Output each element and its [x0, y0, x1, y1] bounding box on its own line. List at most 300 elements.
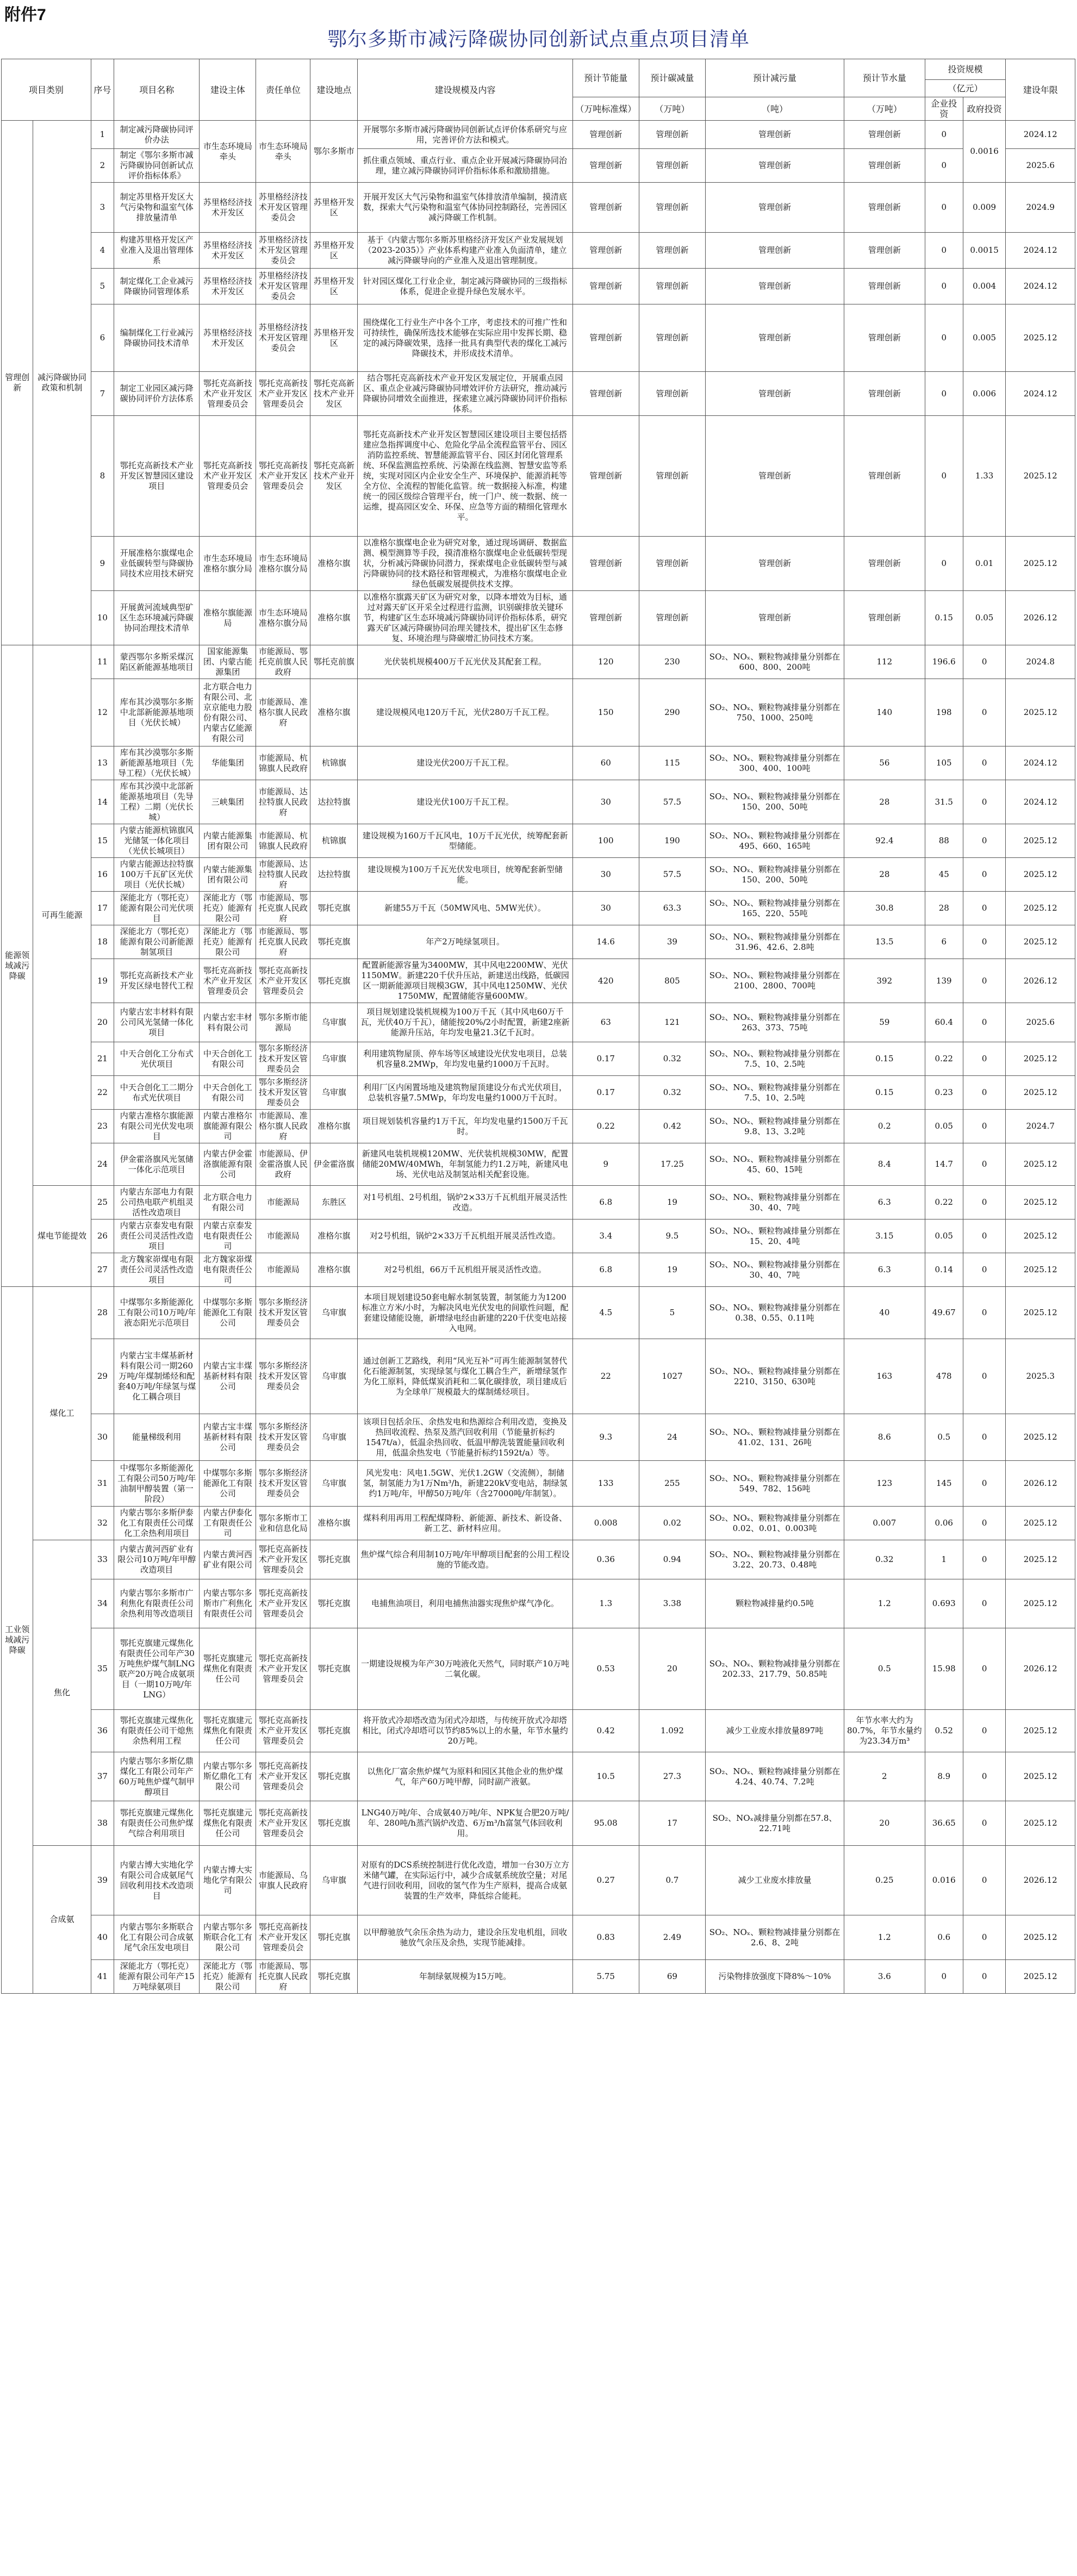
year-cell: 2024.8	[1006, 645, 1075, 679]
carbon-reduction-cell: 63.3	[639, 892, 705, 925]
carbon-reduction-cell: 0.94	[639, 1540, 705, 1579]
content-cell: 年制绿氨规模为15万吨。	[358, 1960, 572, 1994]
energy-saving-cell: 150	[572, 679, 639, 746]
site-cell: 乌审旗	[310, 1003, 358, 1042]
content-cell: 结合鄂托克高新技术产业开发区发展定位，开展重点园区、重点企业减污降碳协同增效评价方法研究，推动减污降碳协同增效全面推进，探索建立减污降碳协同评价指标体系。	[358, 372, 572, 416]
project-name: 制定煤化工企业减污降碳协同管理体系	[114, 269, 200, 304]
year-cell: 2024.12	[1006, 269, 1075, 304]
energy-saving-cell: 30	[572, 892, 639, 925]
content-cell: 煤料利用再用工程配煤降粉、新能源、新技术、新设备、新工艺、新材料应用。	[358, 1507, 572, 1540]
enterprise-invest-cell: 0.05	[925, 1110, 963, 1143]
site-cell: 鄂托克旗	[310, 1960, 358, 1994]
owner-cell: 中天合创化工有限公司	[200, 1042, 256, 1076]
table-row	[2, 1219, 1075, 1253]
carbon-reduction-cell: 9.5	[639, 1219, 705, 1253]
energy-saving-cell: 30	[572, 858, 639, 892]
project-name: 内蒙古鄂尔多斯亿鼎煤化工有限公司年产60万吨焦炉煤气制甲醇项目	[114, 1752, 200, 1801]
content-cell: 年产2万吨绿氢项目。	[358, 925, 572, 959]
row-number: 29	[91, 1339, 114, 1414]
carbon-reduction-cell: 20	[639, 1628, 705, 1710]
energy-saving-cell: 0.53	[572, 1628, 639, 1710]
carbon-reduction-cell: 230	[639, 645, 705, 679]
table-row	[2, 1801, 1075, 1846]
site-cell: 伊金霍洛旗	[310, 1143, 358, 1186]
energy-saving-cell: 63	[572, 1003, 639, 1042]
pollutant-reduction-cell: 管理创新	[706, 233, 844, 269]
responsible-cell: 市能源局、达拉特旗人民政府	[256, 780, 310, 824]
owner-cell: 内蒙古能源集团有限公司	[200, 858, 256, 892]
pollutant-reduction-cell: SO₂、NOₓ、颗粒物减排量分别都在0.02、0.01、0.003吨	[706, 1507, 844, 1540]
year-cell: 2025.12	[1006, 416, 1075, 537]
carbon-reduction-cell: 管理创新	[639, 149, 705, 183]
water-saving-cell: 123	[844, 1461, 925, 1507]
category-main: 能源领域减污降碳	[2, 645, 33, 1287]
gov-invest-cell: 0	[963, 1628, 1006, 1710]
content-cell: 配置新能源容量为3400MW，其中风电2200MW、光伏1150MW。新建220千伏升压站，新建送出线路，低碳园区一期新能源项目规模3GW，其中风电1250MW、光伏1750MW，配置储能容量600MW。	[358, 959, 572, 1003]
row-number: 37	[91, 1752, 114, 1801]
pollutant-reduction-cell: 颗粒物减排量约0.5吨	[706, 1579, 844, 1628]
site-cell: 鄂托克高新技术产业开发区	[310, 372, 358, 416]
site-cell: 准格尔旗	[310, 537, 358, 591]
project-name: 编制煤化工行业减污降碳协同技术清单	[114, 304, 200, 372]
gov-invest-cell: 0	[963, 959, 1006, 1003]
table-row	[2, 780, 1075, 824]
responsible-cell: 鄂托克高新技术产业开发区管理委员会	[256, 372, 310, 416]
project-name: 内蒙古能源杭锦旗风光储氢一体化项目（光伏长城项目）	[114, 824, 200, 858]
year-cell: 2025.12	[1006, 1186, 1075, 1219]
gov-invest-cell: 0.0015	[963, 233, 1006, 269]
carbon-reduction-cell: 管理创新	[639, 269, 705, 304]
gov-invest-cell: 0.009	[963, 183, 1006, 233]
energy-saving-cell: 0.17	[572, 1076, 639, 1110]
site-cell: 乌审旗	[310, 1076, 358, 1110]
header-gov: 政府投资	[963, 97, 1006, 121]
owner-cell: 三峡集团	[200, 780, 256, 824]
owner-cell: 内蒙古鄂尔多斯亿鼎化工有限公司	[200, 1752, 256, 1801]
enterprise-invest-cell: 0	[925, 372, 963, 416]
responsible-cell: 鄂尔多斯经济技术开发区管理委员会	[256, 1042, 310, 1076]
owner-cell: 准格尔旗能源局	[200, 591, 256, 645]
water-saving-cell: 0.2	[844, 1110, 925, 1143]
content-cell: 该项目包括余压、余热发电和热源综合利用改造，变换及热回收流程、热泵及蒸汽回收利用（节能量折标约1547t/a），低温余热回收、低温甲醇洗装置能量回收利用，低温余热发电（节能量折标约1592t/a）等。	[358, 1414, 572, 1461]
page-title: 鄂尔多斯市减污降碳协同创新试点重点项目清单	[327, 28, 750, 51]
row-number: 41	[91, 1960, 114, 1994]
water-saving-cell: 管理创新	[844, 121, 925, 149]
enterprise-invest-cell: 0	[925, 269, 963, 304]
table-row	[2, 372, 1075, 416]
responsible-cell: 市能源局	[256, 1219, 310, 1253]
owner-cell: 苏里格经济技术开发区	[200, 233, 256, 269]
owner-cell: 内蒙古能源集团有限公司	[200, 824, 256, 858]
pollutant-reduction-cell: SO₂、NOₓ、颗粒物减排量分别都在9.8、13、3.2吨	[706, 1110, 844, 1143]
site-cell: 乌审旗	[310, 1846, 358, 1915]
responsible-cell: 鄂尔多斯经济技术开发区管理委员会	[256, 1461, 310, 1507]
carbon-reduction-cell: 39	[639, 925, 705, 959]
carbon-reduction-cell: 17.25	[639, 1143, 705, 1186]
responsible-cell: 鄂托克高新技术产业开发区管理委员会	[256, 1752, 310, 1801]
header-energy: 预计节能量	[572, 59, 639, 97]
energy-saving-cell: 管理创新	[572, 537, 639, 591]
pollutant-reduction-cell: SO₂、NOₓ、颗粒物减排量分别都在41.02、131、26吨	[706, 1414, 844, 1461]
site-cell: 鄂托克前旗	[310, 645, 358, 679]
site-cell: 乌审旗	[310, 1461, 358, 1507]
site-cell: 准格尔旗	[310, 679, 358, 746]
year-cell: 2025.12	[1006, 892, 1075, 925]
responsible-cell: 市能源局、杭锦旗人民政府	[256, 824, 310, 858]
water-saving-cell: 8.4	[844, 1143, 925, 1186]
owner-cell: 苏里格经济技术开发区	[200, 304, 256, 372]
energy-saving-cell: 30	[572, 780, 639, 824]
responsible-cell: 市能源局、达拉特旗人民政府	[256, 858, 310, 892]
enterprise-invest-cell: 0	[925, 149, 963, 183]
table-row	[2, 1915, 1075, 1960]
carbon-reduction-cell: 0.02	[639, 1507, 705, 1540]
year-cell: 2025.3	[1006, 1339, 1075, 1414]
water-saving-cell: 8.6	[844, 1414, 925, 1461]
row-number: 30	[91, 1414, 114, 1461]
category-sub: 可再生能源	[33, 645, 91, 1186]
content-cell: 以准格尔旗露天矿区为研究对象，以降本增效为目标，通过对露天矿区开采全过程进行监测，识别碳排放关键环节，构建矿区生态环境减污降碳协同评价指标体系，研究露天矿区减污降碳协同治理关键技术，提出矿区生态修复、环境治理与降碳增汇协同技术方案。	[358, 591, 572, 645]
water-saving-cell: 0.15	[844, 1042, 925, 1076]
project-name: 深能北方（鄂托克）能源有限公司光伏项目	[114, 892, 200, 925]
site-cell: 鄂托克高新技术产业开发区	[310, 416, 358, 537]
responsible-cell: 苏里格经济技术开发区管理委员会	[256, 233, 310, 269]
water-saving-cell: 40	[844, 1287, 925, 1339]
row-number: 27	[91, 1253, 114, 1287]
water-saving-cell: 管理创新	[844, 416, 925, 537]
row-number: 23	[91, 1110, 114, 1143]
year-cell: 2025.12	[1006, 1540, 1075, 1579]
row-number: 12	[91, 679, 114, 746]
enterprise-invest-cell: 60.4	[925, 1003, 963, 1042]
owner-cell: 北方联合电力有限公司	[200, 1186, 256, 1219]
project-name: 中天合创化工二期分布式光伏项目	[114, 1076, 200, 1110]
gov-invest-cell: 0	[963, 1915, 1006, 1960]
owner-cell: 国家能源集团、内蒙古能源集团	[200, 645, 256, 679]
enterprise-invest-cell: 0.15	[925, 591, 963, 645]
owner-cell: 深能北方（鄂托克）能源有限公司	[200, 1960, 256, 1994]
carbon-reduction-cell: 57.5	[639, 780, 705, 824]
water-saving-cell: 163	[844, 1339, 925, 1414]
year-cell: 2025.6	[1006, 1003, 1075, 1042]
enterprise-invest-cell: 196.6	[925, 645, 963, 679]
content-cell: 建设光伏100万千瓦工程。	[358, 780, 572, 824]
enterprise-invest-cell: 0.22	[925, 1186, 963, 1219]
content-cell: 项目规划建设装机规模为100万千瓦（其中风电60万千瓦，光伏40万千瓦），储能按20%/2小时配置，新建2座新能源升压站，年均发电量21.3亿千瓦时。	[358, 1003, 572, 1042]
row-number: 8	[91, 416, 114, 537]
gov-invest-cell: 0.01	[963, 537, 1006, 591]
energy-saving-cell: 管理创新	[572, 269, 639, 304]
carbon-reduction-cell: 19	[639, 1253, 705, 1287]
site-cell: 鄂托克旗	[310, 1540, 358, 1579]
row-number: 19	[91, 959, 114, 1003]
site-cell: 乌审旗	[310, 1042, 358, 1076]
site-cell: 鄂尔多斯市	[310, 121, 358, 183]
header-invest-unit: （亿元）	[925, 80, 1006, 97]
water-saving-cell: 28	[844, 780, 925, 824]
site-cell: 准格尔旗	[310, 1253, 358, 1287]
content-cell: 焦炉煤气综合利用制10万吨/年甲醇项目配套的公用工程设施的节能改造。	[358, 1540, 572, 1579]
pollutant-reduction-cell: SO₂、NOₓ、颗粒物减排量分别都在7.5、10、2.5吨	[706, 1042, 844, 1076]
gov-invest-cell: 0	[963, 1540, 1006, 1579]
project-name: 中煤鄂尔多斯能源化工有限公司50万吨/年油制甲醇装置（第一阶段）	[114, 1461, 200, 1507]
pollutant-reduction-cell: SO₂、NOₓ、颗粒物减排量分别都在150、200、50吨	[706, 780, 844, 824]
enterprise-invest-cell: 6	[925, 925, 963, 959]
content-cell: 利用建筑物屋顶、停车场等区域建设光伏发电项目，总装机容量8.2MWp，年均发电量约1000万千瓦时。	[358, 1042, 572, 1076]
content-cell: 以准格尔旗煤电企业为研究对象，通过现场调研、数据监测、模型测算等手段，摸清准格尔旗煤电企业低碳转型现状，分析减污降碳协同潜力，探索煤电企业低碳转型与减污降碳协同的技术路径和管理模式，为准格尔旗煤电企业绿色低碳发展提供技术支撑。	[358, 537, 572, 591]
content-cell: LNG40万吨/年、合成氨40万吨/年、NPK复合肥20万吨/年、280吨/h蒸汽锅炉改造、6万m³/h富氢气体回收利用。	[358, 1801, 572, 1846]
enterprise-invest-cell: 0	[925, 121, 963, 149]
category-main: 管理创新	[2, 121, 33, 645]
gov-invest-cell: 0	[963, 1186, 1006, 1219]
table-row	[2, 269, 1075, 304]
header-water-unit: （万吨）	[844, 97, 925, 121]
responsible-cell: 鄂托克高新技术产业开发区管理委员会	[256, 416, 310, 537]
gov-invest-cell: 1.33	[963, 416, 1006, 537]
project-name: 北方魏家峁煤电有限责任公司灵活性改造项目	[114, 1253, 200, 1287]
header-enterprise: 企业投资	[925, 97, 963, 121]
project-name: 库布其沙漠中北部新能源基地项目（先导工程）二期（光伏长城）	[114, 780, 200, 824]
pollutant-reduction-cell: SO₂、NOₓ、颗粒物减排量分别都在495、660、165吨	[706, 824, 844, 858]
pollutant-reduction-cell: SO₂、NOₓ、颗粒物减排量分别都在2210、3150、630吨	[706, 1339, 844, 1414]
enterprise-invest-cell: 0.06	[925, 1507, 963, 1540]
project-name: 制定《鄂尔多斯市减污降碳协同创新试点评价指标体系》	[114, 149, 200, 183]
gov-invest-cell: 0	[963, 1042, 1006, 1076]
water-saving-cell: 6.3	[844, 1186, 925, 1219]
gov-invest-cell: 0	[963, 1507, 1006, 1540]
energy-saving-cell: 管理创新	[572, 416, 639, 537]
year-cell: 2025.6	[1006, 149, 1075, 183]
row-number: 3	[91, 183, 114, 233]
year-cell: 2026.12	[1006, 1628, 1075, 1710]
pollutant-reduction-cell: 减少工业废水排放量	[706, 1846, 844, 1915]
owner-cell: 鄂托克旗建元煤焦化有限责任公司	[200, 1628, 256, 1710]
year-cell: 2025.12	[1006, 537, 1075, 591]
water-saving-cell: 管理创新	[844, 269, 925, 304]
enterprise-invest-cell: 0.016	[925, 1846, 963, 1915]
project-name: 库布其沙漠鄂尔多斯新能源基地项目（先导工程）（光伏长城）	[114, 746, 200, 780]
responsible-cell: 市能源局、鄂托克旗人民政府	[256, 892, 310, 925]
project-name: 深能北方（鄂托克）能源有限公司年产15万吨绿氨项目	[114, 1960, 200, 1994]
carbon-reduction-cell: 管理创新	[639, 233, 705, 269]
enterprise-invest-cell: 0	[925, 537, 963, 591]
energy-saving-cell: 4.5	[572, 1287, 639, 1339]
row-number: 28	[91, 1287, 114, 1339]
project-name: 制定工业园区减污降碳协同评价方法体系	[114, 372, 200, 416]
water-saving-cell: 管理创新	[844, 233, 925, 269]
project-name: 内蒙古京泰发电有限责任公司灵活性改造项目	[114, 1219, 200, 1253]
energy-saving-cell: 0.008	[572, 1507, 639, 1540]
year-cell: 2025.12	[1006, 1042, 1075, 1076]
site-cell: 鄂托克旗	[310, 1752, 358, 1801]
content-cell: 将开放式冷却塔改造为闭式冷却塔，与传统开放式冷却塔相比，闭式冷却塔可以节约85%以上的水量，年节水量约20万吨。	[358, 1710, 572, 1752]
row-number: 10	[91, 591, 114, 645]
enterprise-invest-cell: 0.52	[925, 1710, 963, 1752]
project-name: 内蒙古准格尔旗能源有限公司光伏发电项目	[114, 1110, 200, 1143]
content-cell: 建设规模为160万千瓦风电，10万千瓦光伏，统筹配套新型储能。	[358, 824, 572, 858]
responsible-cell: 鄂托克高新技术产业开发区管理委员会	[256, 1710, 310, 1752]
pollutant-reduction-cell: SO₂、NOₓ、颗粒物减排量分别都在150、200、50吨	[706, 858, 844, 892]
energy-saving-cell: 6.8	[572, 1253, 639, 1287]
gov-invest-cell: 0	[963, 824, 1006, 858]
energy-saving-cell: 管理创新	[572, 149, 639, 183]
site-cell: 达拉特旗	[310, 780, 358, 824]
gov-invest-cell: 0.05	[963, 591, 1006, 645]
project-name: 蒙西鄂尔多斯采煤沉陷区新能源基地项目	[114, 645, 200, 679]
carbon-reduction-cell: 1.092	[639, 1710, 705, 1752]
row-number: 11	[91, 645, 114, 679]
row-number: 18	[91, 925, 114, 959]
row-number: 39	[91, 1846, 114, 1915]
owner-cell: 中煤鄂尔多斯能源化工有限公司	[200, 1461, 256, 1507]
site-cell: 东胜区	[310, 1186, 358, 1219]
year-cell: 2025.12	[1006, 1915, 1075, 1960]
year-cell: 2025.12	[1006, 824, 1075, 858]
responsible-cell: 市能源局、准格尔旗人民政府	[256, 1110, 310, 1143]
project-name: 伊金霍洛旗风光氢储一体化示范项目	[114, 1143, 200, 1186]
responsible-cell: 市能源局、鄂托克前旗人民政府	[256, 645, 310, 679]
carbon-reduction-cell: 19	[639, 1186, 705, 1219]
row-number: 20	[91, 1003, 114, 1042]
water-saving-cell: 管理创新	[844, 149, 925, 183]
table-row	[2, 858, 1075, 892]
year-cell: 2026.12	[1006, 1846, 1075, 1915]
owner-cell: 苏里格经济技术开发区	[200, 269, 256, 304]
energy-saving-cell: 120	[572, 645, 639, 679]
responsible-cell: 市能源局、乌审旗人民政府	[256, 1846, 310, 1915]
owner-cell: 内蒙古鄂尔多斯市广利焦化有限责任公司	[200, 1579, 256, 1628]
content-cell: 对1号机组、2号机组，锅炉2×33万千瓦机组开展灵活性改造。	[358, 1186, 572, 1219]
project-name: 构建苏里格开发区产业准入及退出管理体系	[114, 233, 200, 269]
responsible-cell: 鄂尔多斯经济技术开发区管理委员会	[256, 1287, 310, 1339]
table-row	[2, 149, 1075, 183]
owner-cell: 市生态环境局牵头	[200, 121, 256, 183]
enterprise-invest-cell: 0	[925, 304, 963, 372]
row-number: 40	[91, 1915, 114, 1960]
project-name: 鄂托克高新技术产业开发区绿电替代工程	[114, 959, 200, 1003]
gov-invest-cell: 0	[963, 1110, 1006, 1143]
carbon-reduction-cell: 57.5	[639, 858, 705, 892]
site-cell: 乌审旗	[310, 1414, 358, 1461]
responsible-cell: 鄂尔多斯经济技术开发区管理委员会	[256, 1339, 310, 1414]
category-sub: 合成氨	[33, 1846, 91, 1994]
water-saving-cell: 20	[844, 1801, 925, 1846]
table-body	[2, 121, 1075, 1994]
pollutant-reduction-cell: 管理创新	[706, 591, 844, 645]
enterprise-invest-cell: 45	[925, 858, 963, 892]
table-row	[2, 925, 1075, 959]
content-cell: 风光发电：风电1.5GW、光伏1.2GW（交流侧），制储氢，制氢能力为1万Nm³/h，新建220kV变电站，制绿氢约1万吨/年，甲醇50万吨/年（含27000吨/年制氢）。	[358, 1461, 572, 1507]
water-saving-cell: 56	[844, 746, 925, 780]
owner-cell: 鄂托克高新技术产业开发区管理委员会	[200, 372, 256, 416]
category-sub: 焦化	[33, 1540, 91, 1846]
content-cell: 鄂托克高新技术产业开发区智慧园区建设项目主要包括搭建应急指挥调度中心、危险化学品全流程监管平台、园区消防监控系统、智慧能源监管平台、园区封闭化管理系统、环保监测监控系统、污染源在线监测、智慧安监等系统，实现对园区内企业安全生产、环境保护、能源消耗等全方位、全流程的智能化监管。统一数据接入标准，构建统一的园区级综合管理平台，统一门户、统一数据、统一运维，提高园区安全、环保、应急等方面的精细化管理水平。	[358, 416, 572, 537]
owner-cell: 内蒙古伊泰化工有限责任公司	[200, 1507, 256, 1540]
water-saving-cell: 0.15	[844, 1076, 925, 1110]
site-cell: 杭锦旗	[310, 824, 358, 858]
year-cell: 2026.12	[1006, 1461, 1075, 1507]
header-water: 预计节水量	[844, 59, 925, 97]
carbon-reduction-cell: 0.7	[639, 1846, 705, 1915]
enterprise-invest-cell: 0	[925, 416, 963, 537]
energy-saving-cell: 0.83	[572, 1915, 639, 1960]
content-cell: 通过创新工艺路线，利用“风光互补”可再生能源制氢替代化石能源制氢，实现绿氢与煤化工耦合生产，新增绿氢作为化工原料，降低煤炭消耗和二氧化碳排放，项目建成后为全球单厂规模最大的煤制烯烃项目。	[358, 1339, 572, 1414]
carbon-reduction-cell: 255	[639, 1461, 705, 1507]
pollutant-reduction-cell: SO₂、NOₓ、颗粒物减排量分别都在0.38、0.55、0.11吨	[706, 1287, 844, 1339]
year-cell: 2024.12	[1006, 780, 1075, 824]
enterprise-invest-cell: 0.05	[925, 1219, 963, 1253]
row-number: 16	[91, 858, 114, 892]
site-cell: 准格尔旗	[310, 591, 358, 645]
carbon-reduction-cell: 121	[639, 1003, 705, 1042]
table-row	[2, 645, 1075, 679]
gov-invest-cell: 0	[963, 892, 1006, 925]
gov-invest-cell: 0	[963, 1219, 1006, 1253]
pollutant-reduction-cell: SO₂、NOₓ、颗粒物减排量分别都在600、800、200吨	[706, 645, 844, 679]
pollutant-reduction-cell: SO₂、NOₓ、颗粒物减排量分别都在30、40、7吨	[706, 1253, 844, 1287]
project-name: 鄂托克旗建元煤焦化有限责任公司焦炉煤气综合利用项目	[114, 1801, 200, 1846]
row-number: 22	[91, 1076, 114, 1110]
site-cell: 鄂托克旗	[310, 1801, 358, 1846]
pollutant-reduction-cell: SO₂、NOₓ、颗粒物减排量分别都在45、60、15吨	[706, 1143, 844, 1186]
row-number: 13	[91, 746, 114, 780]
site-cell: 鄂托克旗	[310, 1579, 358, 1628]
pollutant-reduction-cell: 管理创新	[706, 537, 844, 591]
carbon-reduction-cell: 管理创新	[639, 183, 705, 233]
row-number: 38	[91, 1801, 114, 1846]
site-cell: 苏里格开发区	[310, 183, 358, 233]
carbon-reduction-cell: 2.49	[639, 1915, 705, 1960]
project-name: 内蒙古鄂尔多斯伊泰化工有限责任公司煤化工余热利用项目	[114, 1507, 200, 1540]
energy-saving-cell: 0.42	[572, 1710, 639, 1752]
enterprise-invest-cell: 0.14	[925, 1253, 963, 1287]
owner-cell: 深能北方（鄂托克）能源有限公司	[200, 925, 256, 959]
year-cell: 2024.12	[1006, 233, 1075, 269]
enterprise-invest-cell: 8.9	[925, 1752, 963, 1801]
table-row	[2, 1339, 1075, 1414]
gov-invest-cell: 0.006	[963, 372, 1006, 416]
water-saving-cell: 28	[844, 858, 925, 892]
site-cell: 鄂托克旗	[310, 959, 358, 1003]
gov-invest-cell: 0	[963, 679, 1006, 746]
gov-invest-cell: 0	[963, 1960, 1006, 1994]
table-row	[2, 1076, 1075, 1110]
water-saving-cell: 1.2	[844, 1579, 925, 1628]
year-cell: 2025.12	[1006, 1414, 1075, 1461]
responsible-cell: 鄂托克高新技术产业开发区管理委员会	[256, 1915, 310, 1960]
water-saving-cell: 59	[844, 1003, 925, 1042]
carbon-reduction-cell: 0.42	[639, 1110, 705, 1143]
energy-saving-cell: 100	[572, 824, 639, 858]
responsible-cell: 鄂尔多斯经济技术开发区管理委员会	[256, 1076, 310, 1110]
table-row	[2, 1752, 1075, 1801]
project-name: 内蒙古鄂尔多斯市广利焦化有限责任公司余热利用等改造项目	[114, 1579, 200, 1628]
owner-cell: 鄂托克旗建元煤焦化有限责任公司	[200, 1710, 256, 1752]
year-cell: 2025.12	[1006, 1143, 1075, 1186]
enterprise-invest-cell: 0.693	[925, 1579, 963, 1628]
enterprise-invest-cell: 0	[925, 1960, 963, 1994]
owner-cell: 内蒙古宏丰材料有限公司	[200, 1003, 256, 1042]
carbon-reduction-cell: 管理创新	[639, 372, 705, 416]
pollutant-reduction-cell: SO₂、NOₓ、颗粒物减排量分别都在30、40、7吨	[706, 1186, 844, 1219]
header-pollutant: 预计减污量	[706, 59, 844, 97]
table-row	[2, 1186, 1075, 1219]
responsible-cell: 市能源局、伊金霍洛旗人民政府	[256, 1143, 310, 1186]
energy-saving-cell: 管理创新	[572, 233, 639, 269]
water-saving-cell: 0.32	[844, 1540, 925, 1579]
content-cell: 建设规模风电120万千瓦，光伏280万千瓦工程。	[358, 679, 572, 746]
enterprise-invest-cell: 478	[925, 1339, 963, 1414]
